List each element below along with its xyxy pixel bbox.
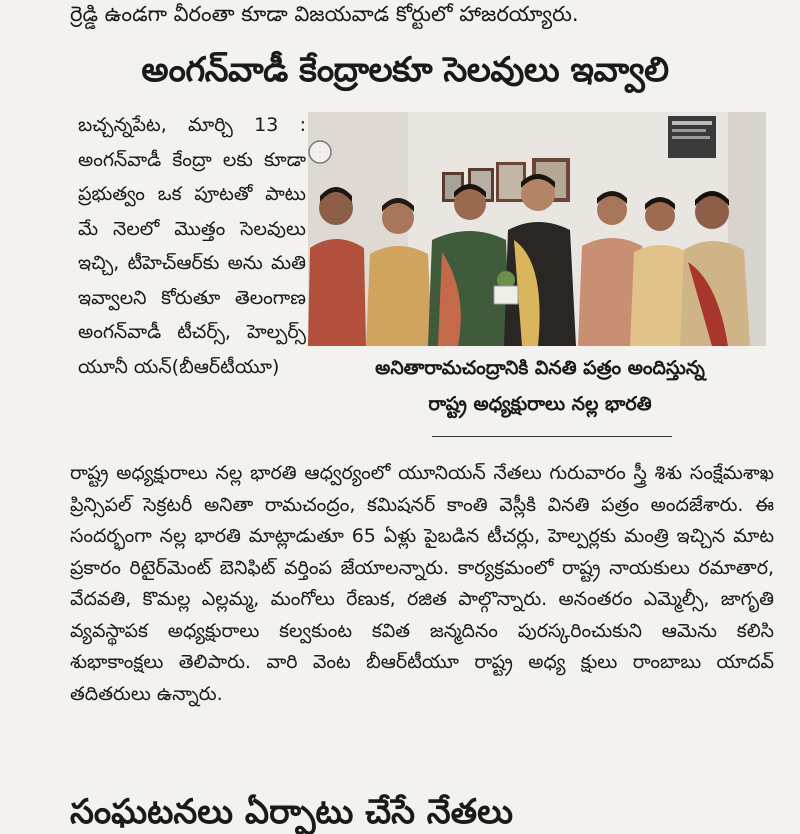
photo-caption [312,350,768,430]
next-headline-text: సంఘటనలు ఏర్పాటు చేసే నేతలు [70,792,513,832]
article-lead-column [78,108,306,458]
article-headline: అంగన్‌వాడీ కేంద్రాలకూ సెలవులు ఇవ్వాలి [141,50,669,90]
next-article-headline-cut [70,790,770,832]
caption-divider [432,436,672,437]
article-body [70,458,774,788]
clock-icon [309,141,331,163]
group-photo-illustration [308,112,766,346]
body-paragraph: రాష్ట్ర అధ్యక్షురాలు నల్ల భారతి ఆధ్వర్యంలో యూనియన్ నేతలు గురువారం స్త్రీ శిశు సంక్షేమశాఖ ప్రిన్సిపల్ సెక్రటరీ అనితా రామచంద్రం, కమిషనర్ కాంతి వెస్లీకి వినతి పత్రం అందజేశారు. ఈ సందర్భంగా నల్ల భారతి మాట్లాడుతూ 65 ఏళ్లు పైబడిన టీచర్లు, హెల్పర్లకు మంత్రి ఇచ్చిన మాట ప్రకారం రిటైర్‌మెంట్ బెనిఫిట్ వర్తింప జేయాలన్నారు. కార్యక్రమంలో రాష్ట్ర నాయకులు రమాతార, వేదవతి, కొమల్ల ఎల్లమ్మ, మంగోలు రేణుక, రజిత పాల్గొన్నారు. అనంతరం ఎమ్మెల్సీ, జాగృతి వ్యవస్థాపక అధ్యక్షురాలు కల్వకుంట కవిత జన్మదినం పురస్కరించుకుని ఆమెను కలిసి శుభాకాంక్షలు తెలిపారు. వారి వెంట బీఆర్‌టీయూ రాష్ట్ర అధ్య క్షులు రాంబాబు యాదవ్ తదితరులు ఉన్నారు. [70,462,774,705]
caption-line-2: రాష్ట్ర అధ్యక్షురాలు నల్ల భారతి [428,393,652,415]
lead-paragraph: బచ్చన్నపేట, మార్చి 13 : అంగన్‌వాడీ కేంద్రా లకు కూడా ప్రభుత్వం ఒక పూటతో పాటు మే నెలలో మొత్తం సెలవులు ఇచ్చి, టీహెచ్ఆర్‌కు అను మతి ఇవ్వాలని కోరుతూ తెలంగాణ అంగన్‌వాడీ టీచర్స్, హెల్పర్స్ యూనీ యన్(బీఆర్‌టీయూ) [78,114,306,378]
previous-article-last-line: ర్రెడ్డి ఉండగా వీరంతా కూడా విజయవాడ కోర్టులో హాజరయ్యారు. [70,2,579,26]
article-photo [308,112,766,346]
caption-line-1: అనితారామచంద్రానికి వినతి పత్రం అందిస్తున్న [375,357,705,379]
